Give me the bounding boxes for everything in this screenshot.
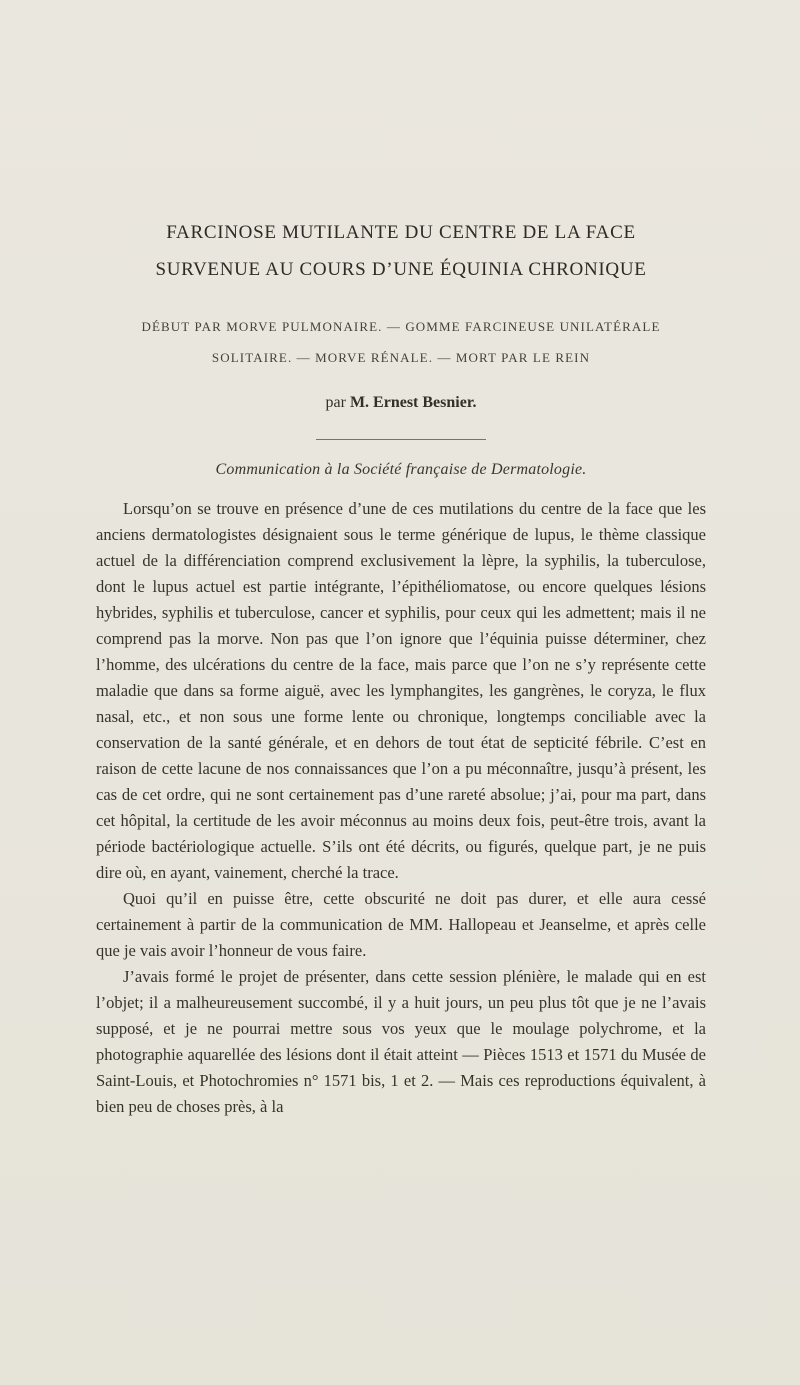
paper-subtitle-line-2: SOLITAIRE. — MORVE RÉNALE. — MORT PAR LE REIN <box>211 350 591 365</box>
paper-title <box>96 214 706 288</box>
author-name: M. Ernest Besnier. <box>349 394 477 411</box>
paper-title-line-2: SURVENUE AU COURS D’UNE ÉQUINIA CHRONIQUE <box>155 259 647 280</box>
divider-rule <box>316 439 486 440</box>
communication-note: Communication à la Société française de Dermatologie. <box>215 461 587 478</box>
body-text <box>96 496 706 1120</box>
byline-prefix: par <box>325 394 350 411</box>
byline <box>96 394 706 412</box>
body-paragraph: Lorsqu’on se trouve en présence d’une de ces mutilations du centre de la face que les anciens dermatologistes désignaient sous le terme générique de lupus, le thème classique actuel de la différenciation comprend exclusivement la lèpre, la syphilis, la tuberculose, dont le lupus actuel est partie intégrante, l’épithéliomatose, ou encore quelques lésions hybrides, syphilis et tuberculose, cancer et syphilis, pour ceux qui les admettent; mais il ne comprend pas la morve. Non pas que l’on ignore que l’équinia puisse déterminer, chez l’homme, des ulcérations du centre de la face, mais parce que l’on ne s’y représente cette maladie que dans sa forme aiguë, avec les lymphangites, les gangrènes, le coryza, le flux nasal, etc., et non sous une forme lente ou chronique, longtemps conciliable avec la conservation de la santé générale, et en dehors de tout état de septicité fébrile. C’est en raison de cette lacune de nos connaissances que l’on a pu méconnaître, jusqu’à présent, les cas de cet ordre, qui ne sont certainement pas d’une rareté absolue; j’ai, pour ma part, dans cet hôpital, la certitude de les avoir méconnus au moins deux fois, peut-être trois, avant la période bactériologique actuelle. S’ils ont été décrits, ou figurés, quelque part, je ne puis dire où, en ayant, vainement, cherché la trace. <box>96 499 706 882</box>
body-paragraph: Quoi qu’il en puisse être, cette obscurité ne doit pas durer, et elle aura cessé certainement à partir de la communication de MM. Hallopeau et Jeanselme, et après celle que je vais avoir l’honneur de vous faire. <box>96 889 706 960</box>
paper-title-line-1: FARCINOSE MUTILANTE DU CENTRE DE LA FACE <box>166 222 636 243</box>
paper-subtitle-line-1: DÉBUT PAR MORVE PULMONAIRE. — GOMME FARCINEUSE UNILATÉRALE <box>141 319 661 334</box>
body-paragraph: J’avais formé le projet de présenter, dans cette session plénière, le malade qui en est l’objet; il a malheureusement succombé, il y a huit jours, un peu plus tôt que je ne l’avais supposé, et je ne pourrai mettre sous vos yeux que le moulage polychrome, et la photographie aquarellée des lésions dont il était atteint — Pièces 1513 et 1571 du Musée de Saint-Louis, et Photochromies n° 1571 bis, 1 et 2. — Mais ces reproductions équivalent, à bien peu de choses près, à la <box>96 967 706 1116</box>
paper-subtitle <box>96 311 706 373</box>
